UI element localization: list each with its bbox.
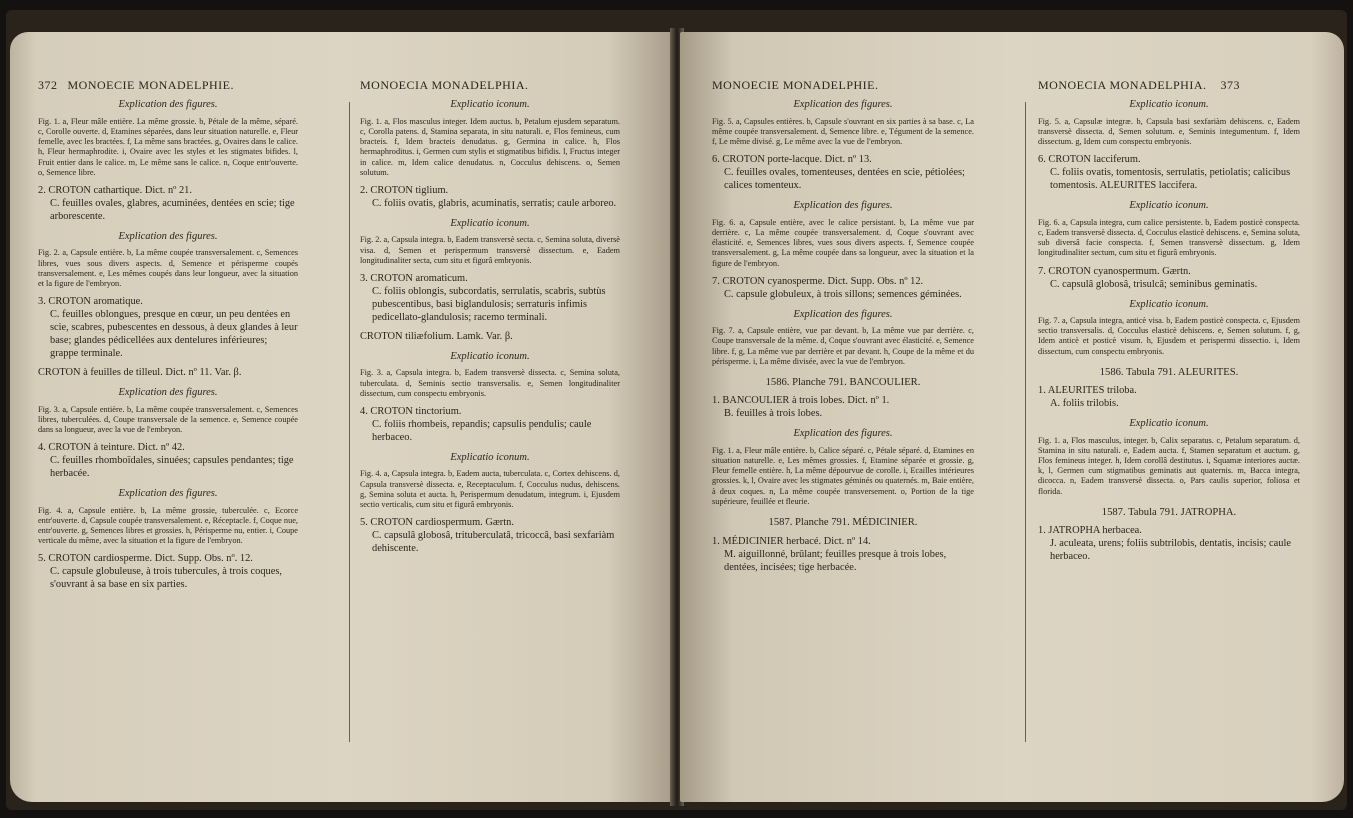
species-entry xyxy=(1038,524,1300,563)
figure-explanation-heading: Explicatio iconum. xyxy=(450,99,530,111)
species-entry xyxy=(360,330,620,343)
figure-explanation-heading: Explication des figures. xyxy=(793,99,893,111)
page-header xyxy=(712,80,974,91)
species-title: 3. CROTON aromaticum. xyxy=(360,273,468,285)
figure-explanation-text: Fig. 4. a, Capsula integra. b, Eadem aucta, tuberculata. c, Cortex dehiscens. d, Capsula transversè dissecta. e, Receptaculum. f, Cocculus nudus, dehiscens. g, Semina soluta et aucta. h, Perispermum denudatum, integrum. i, Ejusdem sectio verticalis, cum situ et figurâ embryonis. xyxy=(360,469,620,510)
species-description: C. foliis ovatis, tomentosis, serrulatis, petiolatis; calicibus tomentosis. ALEURITES laccifera. xyxy=(1050,167,1291,192)
figure-explanation-heading: Explication des figures. xyxy=(793,200,893,212)
left-page xyxy=(10,32,674,802)
species-reference: Dict. nº 11. Var. β. xyxy=(165,367,242,379)
species-entry xyxy=(38,366,298,379)
species-title: 3. CROTON aromatique. xyxy=(38,296,143,308)
species-entry xyxy=(712,535,974,574)
species-description: C. capsulâ globosâ, trisulcâ; seminibus geminatis. xyxy=(1050,278,1258,290)
species-description: B. feuilles à trois lobes. xyxy=(724,408,823,420)
species-reference: Dict. Supp. Obs. nº. 12. xyxy=(154,553,253,565)
species-reference: Dict. nº 1. xyxy=(847,395,890,407)
species-entry xyxy=(360,405,620,444)
species-title: 7. CROTON cyanospermum. xyxy=(1038,265,1160,277)
running-title: MONOECIE MONADELPHIE. xyxy=(67,78,234,92)
figure-explanation-heading: Explication des figures. xyxy=(118,231,218,243)
species-entry xyxy=(1038,153,1300,192)
right-french-column xyxy=(712,80,974,578)
figure-explanation-text: Fig. 3. a, Capsula integra. b, Eadem transversè dissecta. c, Semina soluta, tuberculata. d, Seminis sectio transversalis. e, Semen longitudinaliter dissectum, cum conspectu embryonis. xyxy=(360,368,620,398)
species-description: C. feuilles rhomboïdales, sinuées; capsules pendantes; tige herbacée. xyxy=(50,455,294,480)
figure-explanation-heading: Explication des figures. xyxy=(118,387,218,399)
species-description: C. capsule globuleuse, à trois tubercules, à trois coques, s'ouvrant à sa base en six parties. xyxy=(50,566,282,591)
species-title: 1. MÉDICINIER herbacé. xyxy=(712,535,822,547)
plate-title: 1587. Planche 791. MÉDICINIER. xyxy=(768,517,918,529)
species-reference: Gærtn. xyxy=(1162,265,1191,277)
species-title: CROTON tiliæfolium. xyxy=(360,331,454,343)
species-title: 1. BANCOULIER à trois lobes. xyxy=(712,395,845,407)
figure-explanation-text: Fig. 2. a, Capsule entière. b, La même coupée transversalement. c, Semences libres, vues sous divers aspects. d, Semence et périsperme coupés transversalement. e, Les mêmes coupés dans leur longueur, avec la situation et la figure de l'embryon. xyxy=(38,248,298,289)
figure-explanation-heading: Explicatio iconum. xyxy=(450,218,530,230)
species-entry xyxy=(712,153,974,192)
column-rule xyxy=(1025,102,1026,742)
species-reference: Dict. nº 42. xyxy=(137,442,185,454)
species-title: 4. CROTON tinctorium. xyxy=(360,406,462,418)
page-number: 372 xyxy=(38,78,58,92)
left-latin-column xyxy=(360,80,620,559)
species-description: C. feuilles oblongues, presque en cœur, un peu dentées en scie, scabres, pubescentes en dessous, à deux glandes à leur base; glandes pédicellées aux dentelures inférieures; grappe terminale. xyxy=(50,309,298,360)
species-description: C. foliis rhombeis, repandis; capsulis pendulis; caule herbaceo. xyxy=(372,419,592,444)
species-entry xyxy=(360,516,620,555)
figure-explanation-text: Fig. 3. a, Capsule entière. b, La même coupée transversalement. c, Semences libres, tuberculées. d, Coupe transversale de la semence. e, Semence coupée dans sa longueur, avec la vue de l'embryon. xyxy=(38,404,298,435)
species-entry xyxy=(712,275,974,301)
species-title: 5. CROTON cardiospermum. xyxy=(360,517,483,529)
species-title: 1. ALEURITES triloba. xyxy=(1038,385,1137,397)
page-header xyxy=(38,80,298,91)
figure-explanation-text: Fig. 6. a, Capsula integra, cum calice persistente. b, Eadem posticè conspecta. c, Eadem transversè dissecta. d, Cocculus elasticè dehiscens. e, Semina soluta, sub diversâ facie conspecta. f, Semen transversè dissectum. g, Idem longitudinaliter sectum, cum situ et figurâ embryonis. xyxy=(1038,217,1300,258)
figure-explanation-heading: Explication des figures. xyxy=(793,308,893,320)
figure-explanation-heading: Explicatio iconum. xyxy=(1129,298,1209,310)
figure-explanation-text: Fig. 1. a, Fleur mâle entière. La même grossie. b, Pétale de la même, séparé. c, Corolle ouverte. d, Etamines séparées, dans leur situation naturelle. e, Fleur femelle, avec les bractées. f, La même sans bractées. g, Ovaires dans le calice. h, Fleur hermaphrodite. i, Ovaire avec les styles et les stigmates bifides. l, Fruit entier dans le calice. m, Le même sans le calice. n, Coque entr'ouverte. o, Semence libre. xyxy=(38,116,298,177)
species-description: A. foliis trilobis. xyxy=(1050,398,1119,410)
species-description: C. capsulâ globosâ, trituberculatâ, tricoccâ, basi sexfariàm dehiscente. xyxy=(372,530,615,555)
figure-explanation-text: Fig. 7. a, Capsula integra, anticè visa. b, Eadem posticè conspecta. c, Ejusdem sectio transversalis. d, Cocculus elasticè dehiscens. e, Semen solutum. f, g, Idem anticè et posticè visum. h, Ejusdem et perispermi dissectio. i, Idem dissectum, cum conspectu embryonis. xyxy=(1038,316,1300,356)
figure-explanation-text: Fig. 6. a, Capsule entière, avec le calice persistant. b, La même vue par derrière. c, La même coupée transversalement. d, Coque s'ouvrant avec élasticité. e, Semences libres, vues sous divers aspects. f, Semence coupée transversalement. g, La même coupée dans sa longueur, avec la situation et la figure de l'embryon. xyxy=(712,217,974,268)
species-entry xyxy=(1038,265,1300,291)
plate-title: 1586. Planche 791. BANCOULIER. xyxy=(765,377,921,389)
figure-explanation-text: Fig. 7. a, Capsule entière, vue par devant. b, La même vue par derrière. c, Coupe transversale de la même. d, Coque s'ouvrant avec élasticité. e, Semence libre. f, g, La même vue par derrière et par devant. h, Coupe de la même et du périsperme. i, La même divisée, avec la vue de l'embryon. xyxy=(712,326,974,366)
species-reference: Dict. Supp. Obs. nº 12. xyxy=(827,275,924,287)
page-header xyxy=(360,80,620,91)
species-reference: Dict. nº 14. xyxy=(823,535,871,547)
species-description: C. feuilles ovales, glabres, acuminées, dentées en scie; tige arborescente. xyxy=(50,198,295,223)
figure-explanation-heading: Explicatio iconum. xyxy=(1129,99,1209,111)
figure-explanation-text: Fig. 1. a, Flos masculus, integer. b, Calix separatus. c, Petalum separatum. d, Stamina in situ naturali. e, Eadem aucta. f, Stamen separatum et auctum. g, Flos femineus integer. h, Idem corollâ destitutus. i, Squamæ interiores auctæ. k, l, Germen cum stigmatibus geminatis aut quaternis. m, Bacca integra, dicocca. n, Eadem transversè dissecta. o, Pars caulis superior, foliosa et florida. xyxy=(1038,435,1300,496)
figure-explanation-heading: Explicatio iconum. xyxy=(450,351,530,363)
species-entry xyxy=(1038,384,1300,410)
species-title: 4. CROTON à teinture. xyxy=(38,442,136,454)
species-description: J. aculeata, urens; foliis subtrilobis, dentatis, incisis; caule herbaceo. xyxy=(1050,538,1291,563)
figure-explanation-text: Fig. 5. a, Capsulæ integræ. b, Capsula basi sexfariàm dehiscens. c, Eadem transversè dissecta. d, Semen solutum. e, Seminis integumentum. f, Idem dissectum. g, Idem cum conspectu embryonis. xyxy=(1038,116,1300,147)
species-description: M. aiguillonné, brûlant; feuilles presque à trois lobes, dentées, incisées; tige herbacée. xyxy=(724,548,947,573)
species-description: C. foliis oblongis, subcordatis, serrulatis, scabris, subtùs pubescentibus, basi biglandulosis; serraturis infimis pedicellato-glandulosis; racemo terminali. xyxy=(372,286,606,324)
species-entry xyxy=(360,272,620,324)
figure-explanation-text: Fig. 2. a, Capsula integra. b, Eadem transversè secta. c, Semina soluta, diversè visa. d, Semen et perispermum transversè dissectum. e, Eadem longitudinaliter secta, cum situ et figurâ embryonis. xyxy=(360,235,620,265)
right-page xyxy=(680,32,1344,802)
running-title: MONOECIE MONADELPHIE. xyxy=(712,78,879,92)
running-title: MONOECIA MONADELPHIA. xyxy=(1038,78,1207,92)
species-entry xyxy=(38,184,298,223)
species-title: 2. CROTON tiglium. xyxy=(360,185,449,197)
species-reference: Dict. nº 21. xyxy=(144,185,192,197)
plate-title: 1586. Tabula 791. ALEURITES. xyxy=(1099,366,1239,378)
figure-explanation-text: Fig. 1. a, Flos masculus integer. Idem auctus. b, Petalum ejusdem separatum. c, Corolla patens. d, Stamina separata, in situ naturali. e, Flos femineus, cum bracteis. f, Idem bracteis denudatus. g, Germina in calice. h, Flos hermaphroditus. i, Germen cum stylis et stigmatibus bifidis. l, Fructus integer in calice. m, Idem calice denudatus. n, Cocculus dehiscens. o, Semen solutum. xyxy=(360,116,620,177)
running-title: MONOECIA MONADELPHIA. xyxy=(360,78,529,92)
species-description: C. capsule globuleux, à trois sillons; semences géminées. xyxy=(724,288,962,300)
species-reference: Lamk. Var. β. xyxy=(456,331,513,343)
species-entry xyxy=(38,295,298,360)
figure-explanation-heading: Explicatio iconum. xyxy=(1129,418,1209,430)
species-entry xyxy=(38,552,298,591)
species-entry xyxy=(360,184,620,210)
species-title: 7. CROTON cyanosperme. xyxy=(712,275,825,287)
figure-explanation-heading: Explication des figures. xyxy=(118,99,218,111)
plate-title: 1587. Tabula 791. JATROPHA. xyxy=(1101,506,1237,518)
species-title: 6. CROTON porte-lacque. xyxy=(712,154,823,166)
book xyxy=(6,10,1347,810)
page-number: 373 xyxy=(1220,78,1240,92)
figure-explanation-heading: Explicatio iconum. xyxy=(1129,200,1209,212)
species-title: 6. CROTON lacciferum. xyxy=(1038,154,1141,166)
species-reference: Gærtn. xyxy=(485,517,514,529)
figure-explanation-text: Fig. 5. a, Capsules entières. b, Capsule s'ouvrant en six parties à sa base. c, La même coupée transversalement. d, Semence libre. e, Tégument de la semence. f, Le même divisé. g, Le même avec la vue de l'embryon. xyxy=(712,116,974,147)
species-entry xyxy=(38,441,298,480)
species-description: C. feuilles ovales, tomenteuses, dentées en scie, pétiolées; calices tomenteux. xyxy=(724,167,965,192)
figure-explanation-text: Fig. 4. a, Capsule entière. b, La même grossie, tuberculée. c, Ecorce entr'ouverte. d, Capsule coupée transversalement. e, Réceptacle. f, Coque nue, entr'ouverte. g, Semences libres et grossies. h, Périsperme nu, entier. i, Coupe verticale du même, avec la situation et la figure de l'embryon. xyxy=(38,505,298,546)
species-title: 1. JATROPHA herbacea. xyxy=(1038,525,1142,537)
species-entry xyxy=(712,394,974,420)
figure-explanation-heading: Explicatio iconum. xyxy=(450,452,530,464)
column-rule xyxy=(349,102,350,742)
left-french-column xyxy=(38,80,298,595)
species-title: 5. CROTON cardiosperme. xyxy=(38,553,153,565)
figure-explanation-heading: Explication des figures. xyxy=(118,488,218,500)
figure-explanation-text: Fig. 1. a, Fleur mâle entière. b, Calice séparé. c, Pétale séparé. d, Etamines en situation naturelle. e, Les mêmes grossies. f, Etamine séparée et grossie. g, Fleur femelle entière. h, La même dépourvue de corolle. i, Ecailles intérieures grossies. k, l, Ovaire avec les stigmates géminés ou quaternés. m, Baie entière, à deux coques. n, La même coupée transversement. o, Portion de la tige supérieure, feuillée et fleurie. xyxy=(712,445,974,506)
species-title: 2. CROTON cathartique. xyxy=(38,185,143,197)
right-latin-column xyxy=(1038,80,1300,567)
species-reference: Dict. nº 13. xyxy=(824,154,872,166)
figure-explanation-heading: Explication des figures. xyxy=(793,428,893,440)
page-header xyxy=(1038,80,1300,91)
species-description: C. foliis ovatis, glabris, acuminatis, serratis; caule arboreo. xyxy=(372,198,617,210)
species-title: CROTON à feuilles de tilleul. xyxy=(38,367,163,379)
